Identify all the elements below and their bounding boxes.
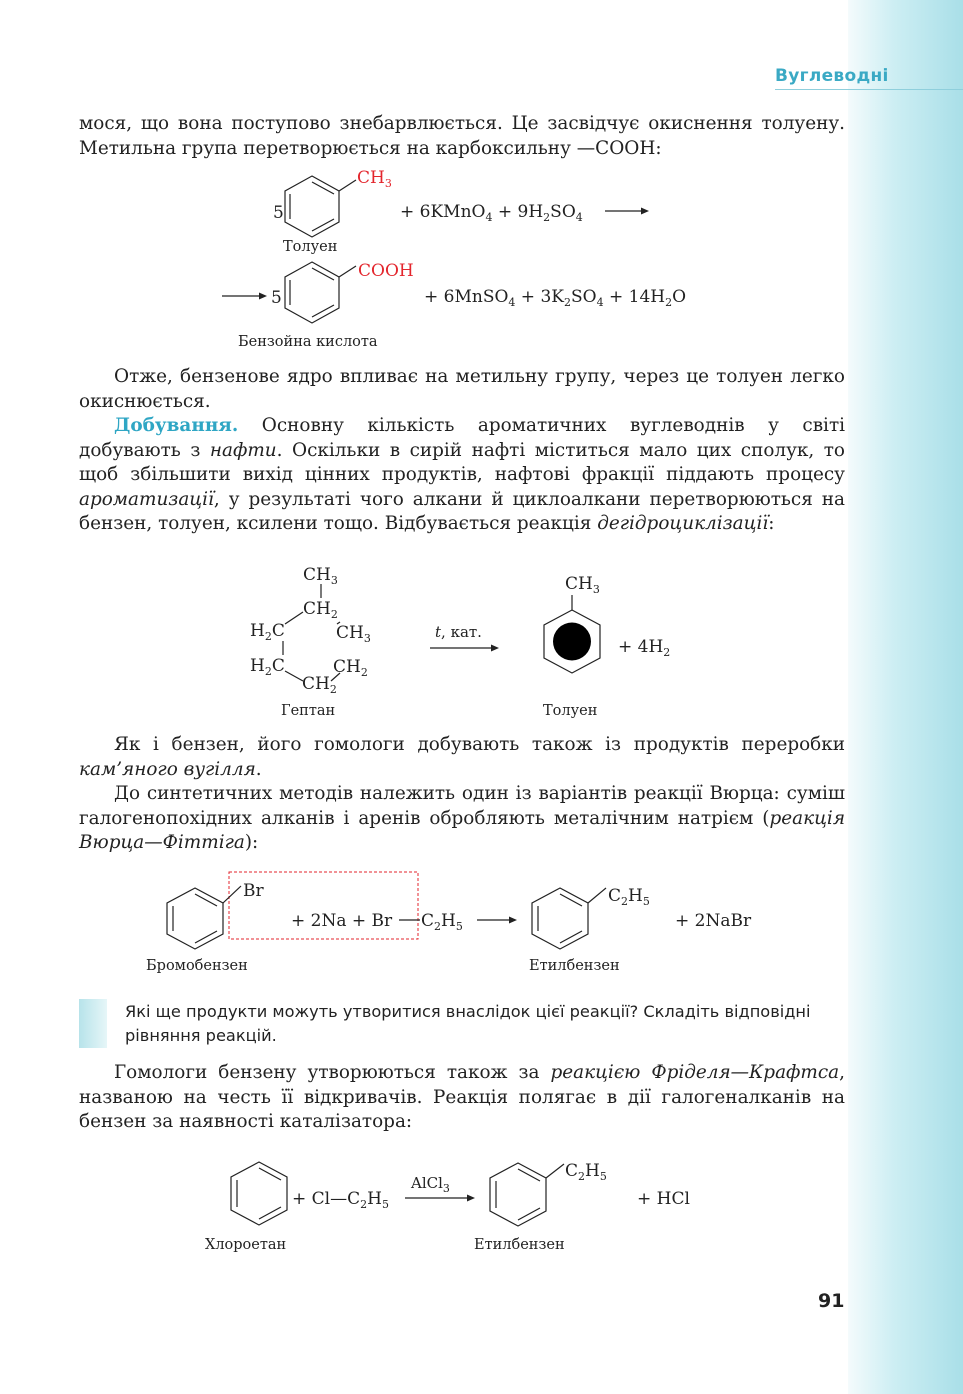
carboxyl-group: COOH (358, 261, 414, 281)
paragraph-friedel-crafts: Гомологи бензену утворюються також за реакцією Фріделя—Крафтса, названою на честь її відкривачів. Реакція полягає в дії галогеналканів на бензен за наявності каталізатора: (79, 1062, 845, 1133)
reagents: + 6KMnO$_4$ + $9H_2SO_4$ (400, 202, 583, 224)
dehydrocyclization-equation (0, 560, 963, 730)
paragraph-influence: Отже, бензенове ядро впливає на метильну групу, через це толуен легко окиснюється. (79, 366, 845, 412)
products: + 6MnSO$_4$ + $3K_2SO_4 + 14H_2O$ (424, 287, 687, 309)
section-header: Вуглеводні (775, 66, 889, 86)
wurtz-fittig-equation (0, 865, 963, 980)
hydrogen-product: + $4H_2$ (618, 637, 671, 659)
chloroethane-formula: + $Cl—C_2H_5$ (292, 1189, 389, 1211)
bromobenzene-caption: Бромобензен (146, 958, 248, 974)
heptane-ch2-bottom: $CH_2$ (302, 674, 337, 696)
heptane-h2c-left2: $H_2C$ (250, 656, 285, 678)
toluene-ring-2 (544, 595, 600, 673)
ethylbenzene-ring (532, 888, 606, 949)
heptane-ch3-right: $CH_3$ (336, 623, 371, 645)
paragraph-wurtz: До синтетичних методів належить один із варіантів реакції Вюрца: суміш галогенопохідних алканів і аренів обробляють металічним натрієм (реакція Вюрца—Фіттіга): (79, 783, 845, 854)
ethylbenzene-caption-2: Етилбензен (474, 1237, 565, 1253)
friedel-crafts-equation (0, 1155, 963, 1260)
ethyl-group: $C_2H_5$ (421, 911, 463, 933)
chloroethane-caption: Хлороетан (205, 1237, 287, 1253)
benzene-ring (231, 1162, 287, 1225)
paragraph-coal: Як і бензен, його гомологи добувають також із продуктів переробки кам’яного вугілля. (79, 734, 845, 780)
heptane-h2c-left: $H_2C$ (250, 621, 285, 643)
paragraph-production: Добування. Основну кількість ароматичних вуглеводнів у світі добувають з нафти. Оскільки в сирій нафті міститься мало цих сполук, то щоб збільшити вихід цінних продуктів, нафтові фракції піддають процесу ароматизації, у результаті чого алкани й циклоалкани перетворюються на бензен, толуен, ксилени тощо. Відбувається реакція дегідроциклізації: (79, 415, 846, 535)
question-marker (79, 999, 107, 1048)
heptane-ch3-top: $CH_3$ (303, 565, 338, 587)
ethyl-substituent: $C_2H_5$ (608, 886, 650, 908)
benzoic-ring (285, 262, 356, 323)
heptane-caption: Гептан (281, 703, 336, 719)
toluene-caption-2: Толуен (543, 703, 598, 719)
arrow-conditions: t, кат. (435, 623, 482, 641)
question-box (79, 999, 845, 1048)
header-rule (775, 89, 963, 90)
heptane-ch2-right: $CH_2$ (333, 657, 368, 679)
nabr-product: + 2NaBr (675, 911, 752, 931)
catalyst-label: AlCl$_3$ (411, 1174, 450, 1195)
toluene-caption: Толуен (283, 239, 338, 255)
benzoic-caption: Бензойна кислота (238, 334, 378, 350)
methyl-group: $CH_3$ (357, 168, 392, 190)
coef-5b: 5 (271, 288, 282, 308)
heptane-ch2-top: $CH_2$ (303, 599, 338, 621)
coef-5: 5 (273, 203, 284, 223)
bromobenzene-ring (167, 886, 241, 949)
wurtz-reagents: + 2Na + Br (291, 911, 393, 931)
ethylbenzene-caption: Етилбензен (529, 958, 620, 974)
hcl-product: + HCl (637, 1189, 690, 1209)
ethyl-substituent-2: $C_2H_5$ (565, 1161, 607, 1183)
toluene-oxidation-equation (0, 160, 963, 360)
toluene-ch3: $CH_3$ (565, 574, 600, 596)
bromine: Br (243, 881, 264, 901)
page-number: 91 (818, 1290, 845, 1312)
toluene-ring (285, 176, 356, 237)
paragraph-oxidation: мося, що вона поступово знебарвлюється. Це засвідчує окиснення толуену. Метильна група перетворюється на карбоксильну —COOH: (79, 113, 845, 159)
ethylbenzene-ring-2 (490, 1163, 564, 1226)
question-text: Які ще продукти можуть утворитися внаслідок цієї реакції? Складіть відповідні рівняння реакцій. (125, 1002, 811, 1045)
